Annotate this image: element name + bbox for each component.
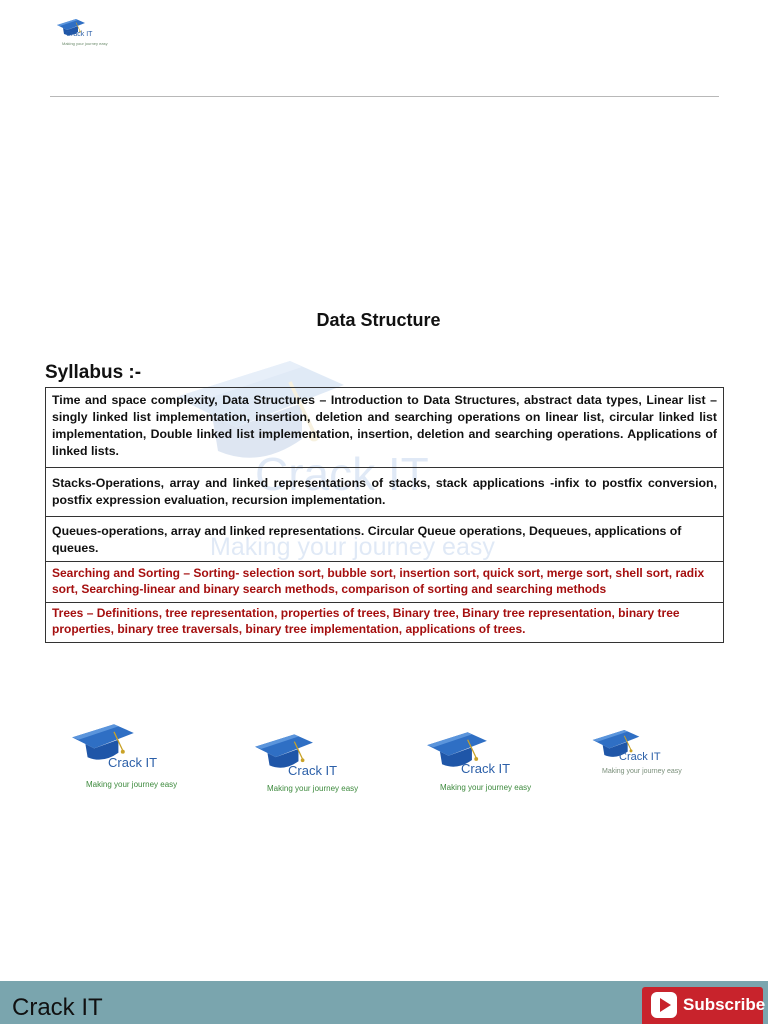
header-logo-brand: Crack IT [66,31,93,38]
crack-it-logo [425,730,565,810]
crack-it-logo [591,728,731,808]
syllabus-row: Trees – Definitions, tree representation, properties of trees, Binary tree, Binary tree representation, binary tree properties, binary tree traversals, binary tree implementation, applications of trees. [46,603,723,643]
header-logo-tagline: Making your journey easy [62,41,108,46]
subscribe-label: Subscribe [683,995,766,1014]
watermark-tagline: Making your journey easy [210,533,495,561]
syllabus-heading: Syllabus :- [45,362,142,383]
subscribe-button[interactable] [642,987,766,1024]
watermark-brand: Crack IT [255,448,429,500]
logo-tagline: Making your journey easy [267,784,359,793]
youtube-play-icon [651,992,677,1018]
document-title: Data Structure [316,310,441,330]
syllabus-row: Searching and Sorting – Sorting- selection sort, bubble sort, insertion sort, quick sort, merge sort, shell sort, radix sort, Searching-linear and binary search methods, comparison of sorting and searching methods [46,562,723,603]
logo-brand: Crack IT [619,751,661,763]
header-divider [50,96,719,97]
crack-it-logo [253,732,393,812]
logo-tagline: Making your journey easy [602,768,682,775]
logo-tagline: Making your journey easy [440,783,532,792]
logo-brand: Crack IT [108,755,158,770]
crack-it-logo [70,722,210,802]
syllabus-row: Stacks-Operations, array and linked representations of stacks, stack applications -infix to postfix conversion, postfix expression evaluation, recursion implementation. [46,468,723,517]
syllabus-row: Queues-operations, array and linked representations. Circular Queue operations, Dequeues, applications of queues. [46,517,723,562]
logo-tagline: Making your journey easy [86,780,178,789]
syllabus-table [45,387,724,643]
footer-brand: Crack IT [12,994,103,1021]
header-logo [56,18,126,52]
logo-brand: Crack IT [461,761,511,776]
syllabus-row: Time and space complexity, Data Structures – Introduction to Data Structures, abstract data types, Linear list – singly linked list implementation, insertion, deletion and searching operations on linear list, circular linked list implementation, Double linked list implementation, insertion, deletion and searching operations. Applications of linked lists. [46,388,723,468]
logo-brand: Crack IT [288,763,338,778]
